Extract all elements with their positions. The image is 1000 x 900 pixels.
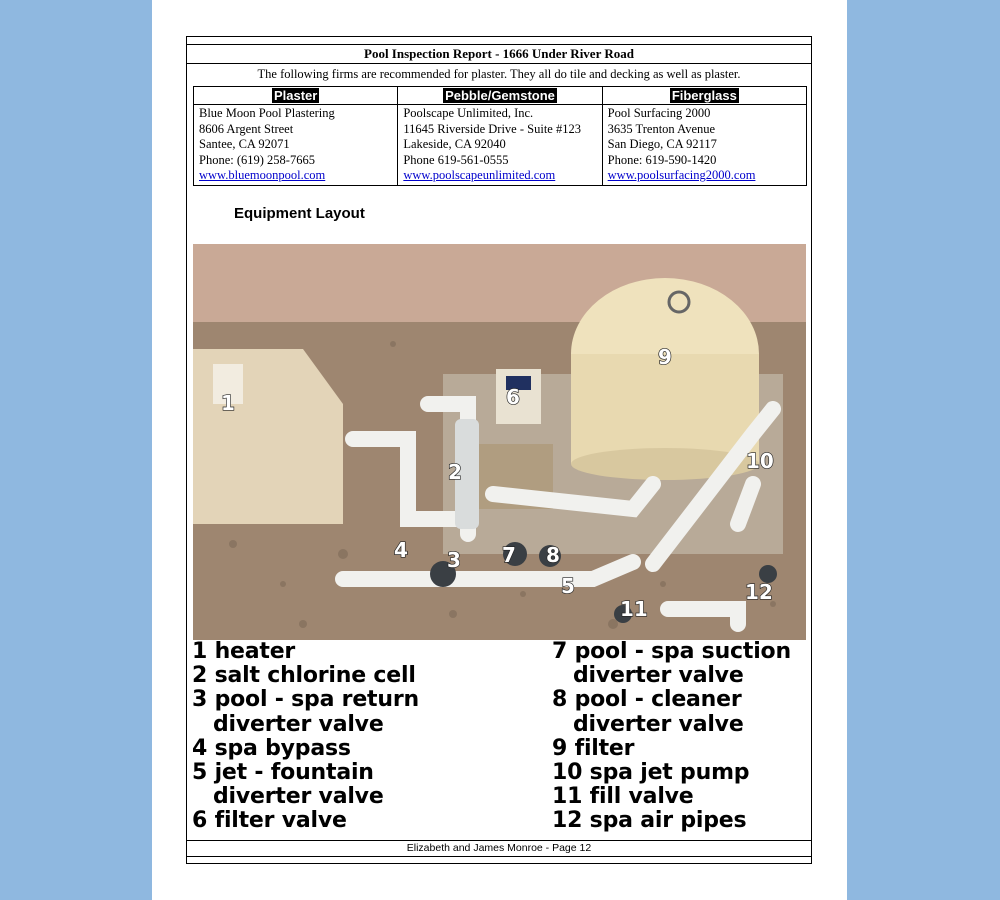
legend-item: 3 pool - spa return xyxy=(192,687,419,713)
firms-table xyxy=(193,86,807,186)
firm-phone: Phone 619-561-0555 xyxy=(403,152,509,167)
firm-street: 8606 Argent Street xyxy=(199,121,294,136)
firm-name: Poolscape Unlimited, Inc. xyxy=(403,106,534,120)
firm-cell-plaster xyxy=(194,105,398,186)
legend-item-continued: diverter valve xyxy=(573,711,744,737)
legend-item: 5 jet - fountain xyxy=(192,760,374,786)
firm-phone: Phone: 619-590-1420 xyxy=(607,152,717,167)
legend-item: 8 pool - cleaner xyxy=(552,687,742,713)
legend-left xyxy=(192,640,419,834)
firm-name: Blue Moon Pool Plastering xyxy=(199,106,335,120)
legend-item: 2 salt chlorine cell xyxy=(192,663,416,689)
firm-cell-fiberglass xyxy=(602,105,806,186)
firm-cell-pebble xyxy=(398,105,602,186)
firms-detail-row xyxy=(194,105,807,186)
legend-right xyxy=(552,640,791,834)
photo-label-fill-valve: 11 xyxy=(620,597,648,621)
legend-item: 6 filter valve xyxy=(192,808,347,834)
legend-item-continued: diverter valve xyxy=(213,711,384,737)
legend-item: 10 spa jet pump xyxy=(552,760,750,786)
firm-phone: Phone: (619) 258-7665 xyxy=(199,152,315,167)
photo-label-suction-valve: 7 xyxy=(502,543,516,567)
legend-item: 1 heater xyxy=(192,639,296,664)
legend-item-continued: diverter valve xyxy=(573,663,744,689)
photo-label-heater: 1 xyxy=(221,391,235,415)
legend-item: 12 spa air pipes xyxy=(552,808,747,834)
photo-label-filter: 9 xyxy=(658,345,672,369)
report-title: Pool Inspection Report - 1666 Under River Road xyxy=(186,44,812,64)
photo-label-filter-valve: 6 xyxy=(506,385,520,409)
header-pebble-gemstone: Pebble/Gemstone xyxy=(398,87,602,105)
photo-label-salt-cell: 2 xyxy=(448,460,462,484)
firm-city: Lakeside, CA 92040 xyxy=(403,137,506,152)
equipment-photo xyxy=(193,244,806,640)
section-title: Equipment Layout xyxy=(234,205,365,222)
report-page xyxy=(152,0,847,900)
photo-label-air-pipes: 12 xyxy=(745,580,773,604)
photo-label-spa-jet-pump: 10 xyxy=(746,449,774,473)
firm-website-link[interactable]: www.poolsurfacing2000.com xyxy=(607,168,756,183)
firm-website-link[interactable]: www.bluemoonpool.com xyxy=(199,168,326,183)
photo-label-jet-valve: 5 xyxy=(561,574,575,598)
intro-text: The following firms are recommended for plaster. They all do tile and decking as well as plaster. xyxy=(257,67,741,81)
firm-city: Santee, CA 92071 xyxy=(199,137,290,152)
legend-item: 9 filter xyxy=(552,735,635,761)
photo-label-cleaner-valve: 8 xyxy=(546,543,560,567)
firm-street: 3635 Trenton Avenue xyxy=(607,121,716,136)
legend-item-continued: diverter valve xyxy=(213,784,384,810)
firm-city: San Diego, CA 92117 xyxy=(607,137,717,152)
firms-header-row xyxy=(194,87,807,105)
firm-street: 11645 Riverside Drive - Suite #123 xyxy=(403,121,581,136)
legend-item: 4 spa bypass xyxy=(192,735,351,761)
photo-label-return-valve: 3 xyxy=(447,548,461,572)
photo-label-spa-bypass: 4 xyxy=(394,538,408,562)
legend-item: 7 pool - spa suction xyxy=(552,639,791,664)
page-footer: Elizabeth and James Monroe - Page 12 xyxy=(186,840,812,857)
header-plaster: Plaster xyxy=(194,87,398,105)
firm-website-link[interactable]: www.poolscapeunlimited.com xyxy=(403,168,556,183)
header-fiberglass: Fiberglass xyxy=(602,87,806,105)
legend-item: 11 fill valve xyxy=(552,784,694,810)
firm-name: Pool Surfacing 2000 xyxy=(607,106,711,120)
